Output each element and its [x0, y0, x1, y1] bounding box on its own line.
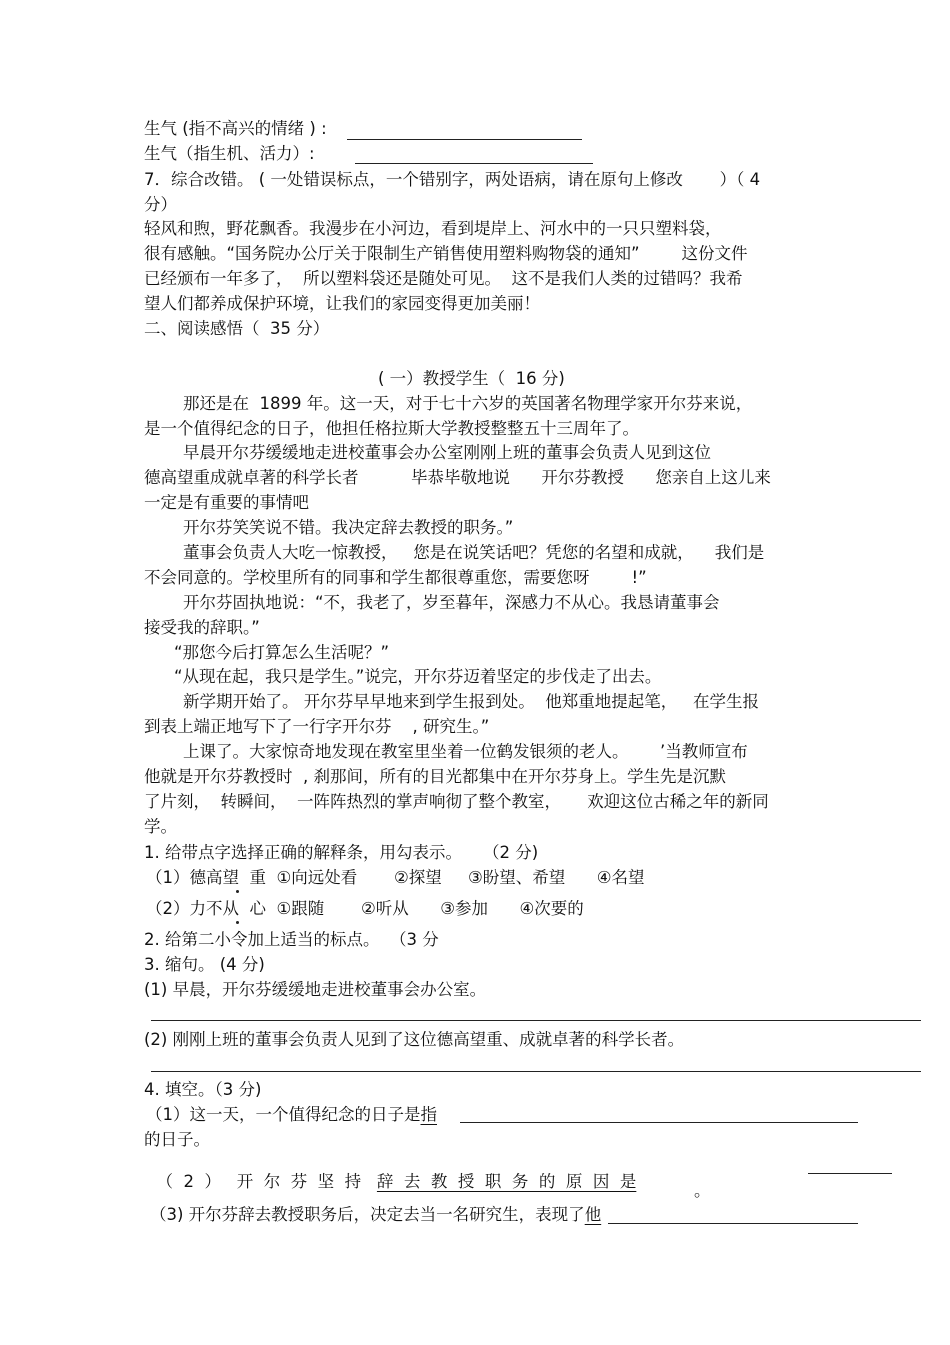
- question-4-item-3-start: 他: [584, 1205, 602, 1224]
- answer-line-4-1[interactable]: [460, 1122, 858, 1123]
- correction-paragraph-line-1: 轻风和煦，野花飘香。我漫步在小河边，看到堤岸上、河水中的一只只塑料袋，: [144, 219, 722, 238]
- story-title: ( 一）教授学生（ 16 分): [378, 369, 565, 388]
- question-4-item-2-text: （ 2 ） 开 尔 芬 坚 持: [156, 1171, 362, 1191]
- question-3-item-1: (1) 早晨，开尔芬缓缓地走进校董事会办公室。: [144, 980, 487, 999]
- story-line: 新学期开始了。 开尔芬早早地来到学生报到处。 他郑重地提起笔， 在学生报: [183, 692, 759, 711]
- story-line: 上课了。大家惊奇地发现在教室里坐着一位鹤发银须的老人。 ’当教师宣布: [183, 742, 748, 761]
- story-line: “从现在起，我只是学生。”说完，开尔芬迈着坚定的步伐走了出去。: [174, 667, 662, 686]
- question-4-item-2-end: 。: [694, 1181, 711, 1200]
- story-line: 那还是在 1899 年。这一天，对于七十六岁的英国著名物理学家开尔芬来说，: [183, 394, 753, 413]
- question-7-line-1: 7．综合改错。 ( 一处错误标点，一个错别字，两处语病，请在原句上修改 ）（ 4: [144, 170, 761, 189]
- story-line: 是一个值得纪念的日子，他担任格拉斯大学教授整整五十三周年了。: [144, 419, 639, 438]
- question-4-item-2-prompt: 辞 去 教 授 职 务 的 原 因 是: [376, 1171, 637, 1191]
- answer-line-4-3[interactable]: [608, 1223, 858, 1224]
- question-4-item-3-text: （3) 开尔芬辞去教授职务后，决定去当一名研究生，表现了: [150, 1205, 585, 1224]
- story-line: 了片刻， 转瞬间， 一阵阵热烈的掌声响彻了整个教室， 欢迎这位古稀之年的新同: [144, 792, 769, 811]
- question-4-title: 4. 填空。（3 分): [144, 1080, 262, 1099]
- story-line: “那您今后打算怎么生活呢？”: [174, 643, 390, 662]
- shengqi-definition-2: 生气（指生机、活力）:: [144, 144, 315, 163]
- shengqi-definition-1: 生气 (指不高兴的情绪 ) :: [144, 119, 327, 138]
- story-line: 一定是有重要的事情吧: [144, 493, 309, 512]
- answer-blank-2[interactable]: [355, 163, 593, 164]
- question-4-item-1: [146, 1107, 437, 1124]
- correction-paragraph-line-2: 很有感触。“国务院办公厅关于限制生产销售使用塑料购物袋的通知” 这份文件: [144, 244, 748, 263]
- story-line: 德高望重成就卓著的科学长者 毕恭毕敬地说 开尔芬教授 您亲自上这儿来: [144, 468, 771, 487]
- emphasis-dot: [236, 890, 239, 893]
- correction-paragraph-line-3: 已经颁布一年多了， 所以塑料袋还是随处可见。 这不是我们人类的过错吗？我希: [144, 269, 743, 288]
- section-2-heading: 二、阅读感悟（ 35 分）: [144, 319, 330, 338]
- story-line: 到表上端正地写下了一行字开尔芬 , 研究生。”: [144, 717, 490, 736]
- story-line: 早晨开尔芬缓缓地走进校董事会办公室刚刚上班的董事会负责人见到这位: [183, 443, 711, 462]
- answer-blank-1[interactable]: [347, 139, 582, 140]
- question-4-item-2: [146, 1157, 636, 1190]
- story-line: 接受我的辞职。”: [144, 618, 260, 637]
- correction-paragraph-line-4: 望人们都养成保护环境，让我们的家园变得更加美丽！: [144, 294, 540, 313]
- story-line: 学。: [144, 817, 177, 836]
- story-line: 不会同意的。学校里所有的同事和学生都很尊重您，需要您呀 !”: [144, 568, 647, 587]
- emphasis-dot: [236, 921, 239, 924]
- story-line: 开尔芬笑笑说不错。我决定辞去教授的职务。”: [183, 518, 514, 537]
- question-2: 2. 给第二小令加上适当的标点。 （3 分: [144, 930, 439, 949]
- question-4-item-1-tail: 的日子。: [144, 1130, 210, 1149]
- story-line: 董事会负责人大吃一惊教授， 您是在说笑话吧？凭您的名望和成就， 我们是: [183, 543, 765, 562]
- question-3-title: 3. 缩句。 (4 分): [144, 955, 265, 974]
- question-1-item-1: （1）德高望 重 ①向远处看 ②探望 ③盼望、希望 ④名望: [146, 868, 645, 887]
- question-7-line-2: 分）: [144, 195, 177, 214]
- story-line: 开尔芬固执地说：“不，我老了，岁至暮年，深感力不从心。我恳请董事会: [183, 593, 720, 612]
- answer-line-3-1[interactable]: [151, 1020, 921, 1021]
- answer-line-4-2a[interactable]: [808, 1173, 892, 1174]
- question-3-item-2: (2) 刚刚上班的董事会负责人见到了这位德高望重、成就卓著的科学长者。: [144, 1030, 685, 1049]
- question-4-item-3: [150, 1207, 601, 1224]
- question-1-title: 1. 给带点字选择正确的解释条，用勾表示。 （2 分): [144, 843, 539, 862]
- answer-line-3-2[interactable]: [151, 1071, 921, 1072]
- question-4-item-1-start: 指: [420, 1105, 437, 1124]
- question-4-item-1-text: （1）这一天，一个值得纪念的日子是: [146, 1105, 421, 1124]
- story-line: 他就是开尔芬教授时 , 刹那间，所有的目光都集中在开尔芬身上。学生先是沉默: [144, 767, 726, 786]
- question-1-item-2: （2）力不从 心 ①跟随 ②听从 ③参加 ④次要的: [146, 899, 584, 918]
